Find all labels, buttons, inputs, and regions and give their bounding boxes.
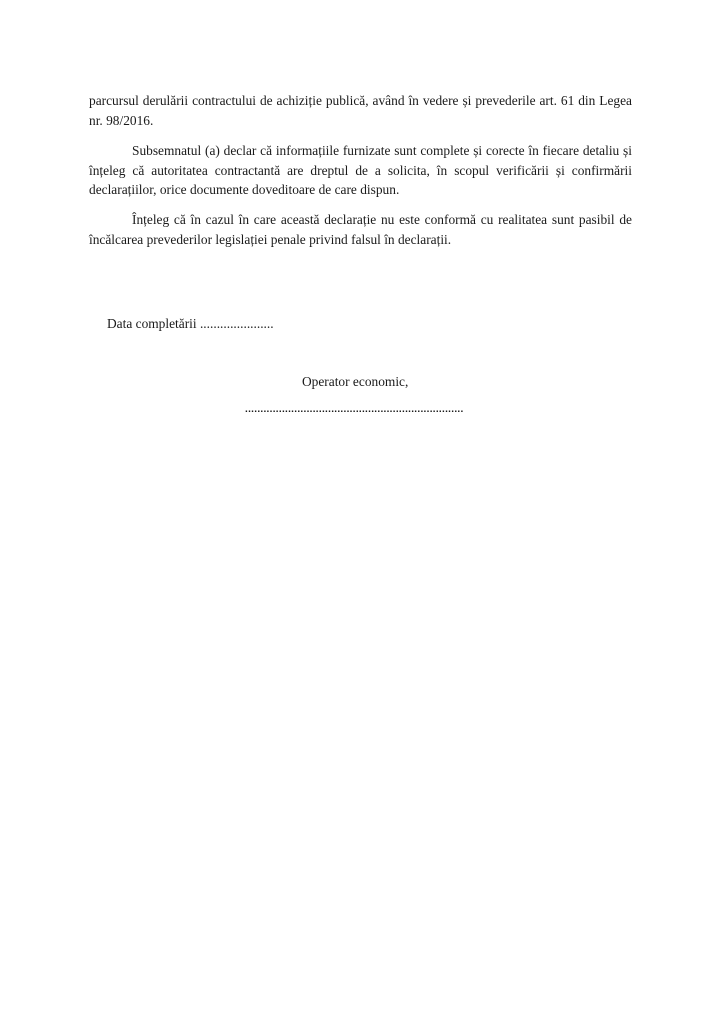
paragraph-contract-continuation: parcursul derulării contractului de achiziție publică, având în vedere și prevederile art. 61 din Legea nr. 98/2016. <box>89 93 632 128</box>
paragraph-penal-liability: Înțeleg că în cazul în care această declarație nu este conformă cu realitatea sunt pasibil de încălcarea prevederilor legislației penale privind falsul în declarații. <box>89 212 632 247</box>
completion-date-line: Data completării ...................... <box>107 316 274 331</box>
signature-dotted-line: ....................................................................... <box>245 404 464 415</box>
paragraph-declaration-accuracy: Subsemnatul (a) declar că informațiile furnizate sunt complete și corecte în fiecare detaliu și înțeleg că autoritatea contractantă are dreptul de a solicita, în scopul verificării și confirmării declarațiilor, orice documente doveditoare de care dispun. <box>89 143 632 197</box>
operator-economic-label: Operator economic, <box>302 374 409 389</box>
